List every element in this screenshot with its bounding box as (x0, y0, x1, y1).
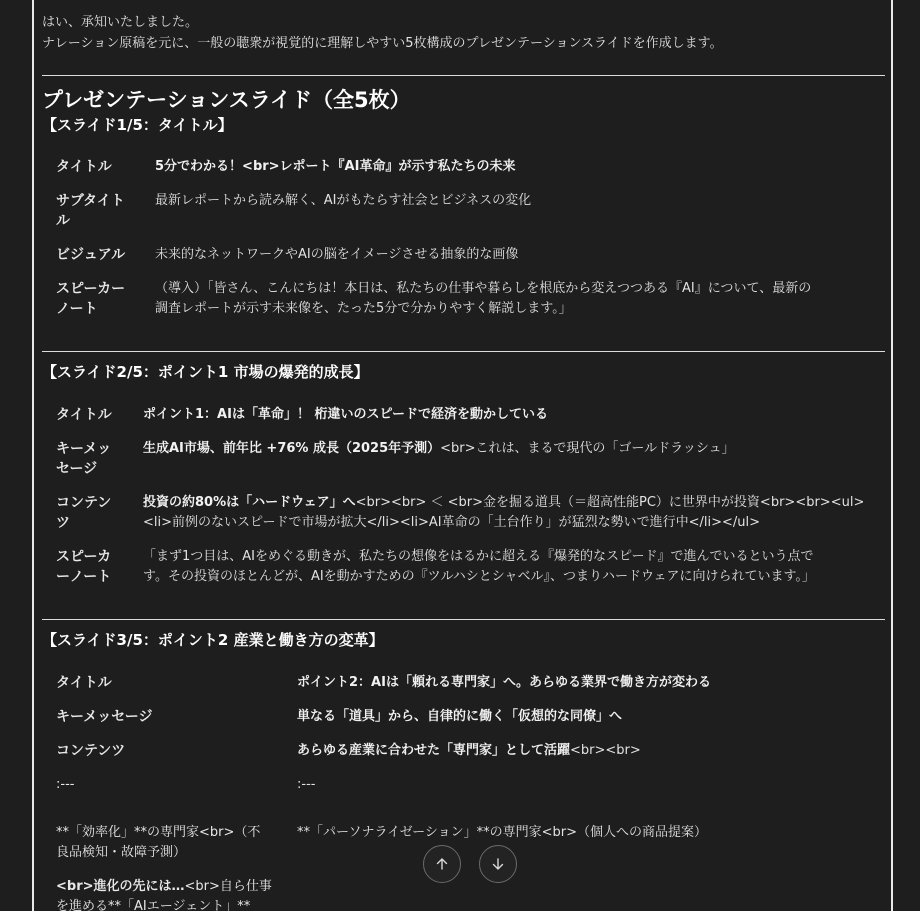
row-label (56, 493, 111, 533)
row-label-line (56, 877, 281, 897)
slide2-heading: 【スライド2/5：ポイント1 市場の爆発的成長】 (42, 363, 369, 381)
row-value: 5分でわかる！<br>レポート『AI革命』が示す私たちの未来 (155, 159, 516, 174)
row-label-line: ル (56, 213, 70, 229)
row-value-line (143, 493, 878, 513)
row-label: ビジュアル (56, 247, 126, 263)
row-label-line: 良品検知・故障予測） (56, 845, 187, 860)
row-value-bold: 投資の約80%は「ハードウェア」へ (143, 495, 356, 510)
row-label-line: サブタイト (56, 193, 125, 209)
row-label-line: ノート (56, 301, 98, 317)
row-label: タイトル (56, 407, 112, 423)
row-label (56, 191, 125, 231)
page-heading: プレゼンテーションスライド（全5枚） (42, 88, 411, 112)
arrow-down-icon (490, 856, 506, 872)
row-label: タイトル (56, 159, 112, 175)
row-value-line: <li>前例のないスピードで市場が拡大</li><li>AI革命の「土台作り」が猛烈な勢いで進行中</li></ul> (143, 515, 761, 530)
row-label-line: ーノート (56, 569, 112, 585)
row-value-rest: <br><br> ＜ <br>金を掘る道具（＝超高性能PC）に世界中が投資<br><br><ul> (355, 495, 865, 510)
row-value-line: 調査レポートが示す未来像を、たった5分で分かりやすく解説します。」 (155, 301, 572, 316)
row-value: ポイント1：AIは「革命」！ 桁違いのスピードで経済を動かしている (143, 407, 548, 422)
chat-response (42, 0, 885, 911)
row-value (143, 439, 735, 459)
row-label: キーメッセージ (56, 709, 153, 725)
row-value: 最新レポートから読み解く、AIがもたらす社会とビジネスの変化 (155, 193, 532, 208)
row-label-bold: <br>進化の先には… (56, 879, 185, 894)
slide3-heading: 【スライド3/5：ポイント2 産業と働き方の変革】 (42, 631, 384, 649)
row-label (56, 279, 125, 319)
row-value: 未来的なネットワークやAIの脳をイメージさせる抽象的な画像 (155, 247, 519, 262)
scroll-down-button[interactable] (479, 845, 517, 883)
row-label (56, 547, 111, 587)
row-value-bold: あらゆる産業に合わせた「専門家」として活躍 (297, 743, 571, 758)
row-label-line: ツ (56, 515, 70, 531)
divider (42, 75, 885, 76)
row-label-line: キーメッ (56, 441, 112, 457)
row-value-line: す。その投資のほとんどが、AIを動かすための『ツルハシとシャベル』、つまりハードウェアに向けられています。」 (143, 569, 815, 584)
arrow-up-icon (434, 856, 450, 872)
intro-line-2: ナレーション原稿を元に、一般の聴衆が視覚的に理解しやすい5枚構成のプレゼンテーションスライドを作成します。 (42, 36, 723, 51)
slide1-heading: 【スライド1/5：タイトル】 (42, 116, 233, 134)
row-value (155, 279, 875, 319)
divider (42, 351, 885, 352)
row-label (56, 439, 111, 479)
row-value: 単なる「道具」から、自律的に働く「仮想的な同僚」へ (297, 709, 623, 724)
row-value (297, 741, 641, 761)
row-label-line: スピーカ (56, 549, 112, 565)
row-value (143, 547, 878, 587)
divider (42, 619, 885, 620)
row-value (143, 493, 878, 533)
scroll-up-button[interactable] (423, 845, 461, 883)
frame-border-right (891, 0, 893, 911)
row-value: :--- (297, 777, 316, 792)
row-label-line: **「効率化」**の専門家<br>（不 (56, 825, 261, 840)
row-value-rest: <br>これは、まるで現代の「ゴールドラッシュ」 (440, 441, 735, 456)
frame-border-left (32, 0, 34, 911)
row-value-line: （導入）「皆さん、こんにちは！本日は、私たちの仕事や暮らしを根底から変えつつある『AI』について、最新の (155, 281, 812, 296)
row-label: タイトル (56, 675, 112, 691)
row-value: **「パーソナライゼーション」**の専門家<br>（個人への商品提案） (297, 825, 708, 840)
row-label: コンテンツ (56, 743, 126, 759)
row-label-line: コンテン (56, 495, 112, 511)
row-label-rest: <br>自ら仕事 (184, 879, 272, 894)
row-value-rest: <br><br> (570, 743, 641, 758)
row-label (56, 877, 281, 911)
row-label-line: セージ (56, 461, 98, 477)
row-value: ポイント2：AIは「頼れる専門家」へ。あらゆる業界で働き方が変わる (297, 675, 711, 690)
row-value-line: 「まず1つ目は、AIをめぐる動きが、私たちの想像をはるかに超える『爆発的なスピード』で進んでいるという点で (143, 549, 814, 564)
row-label: :--- (56, 777, 75, 792)
row-value-bold: 生成AI市場、前年比 +76% 成長（2025年予測） (143, 441, 441, 456)
row-label-line: スピーカー (56, 281, 126, 297)
intro-line-1: はい、承知いたしました。 (42, 15, 199, 30)
row-label-line: を進める**「AIエージェント」** (56, 899, 251, 911)
row-label (56, 823, 281, 863)
